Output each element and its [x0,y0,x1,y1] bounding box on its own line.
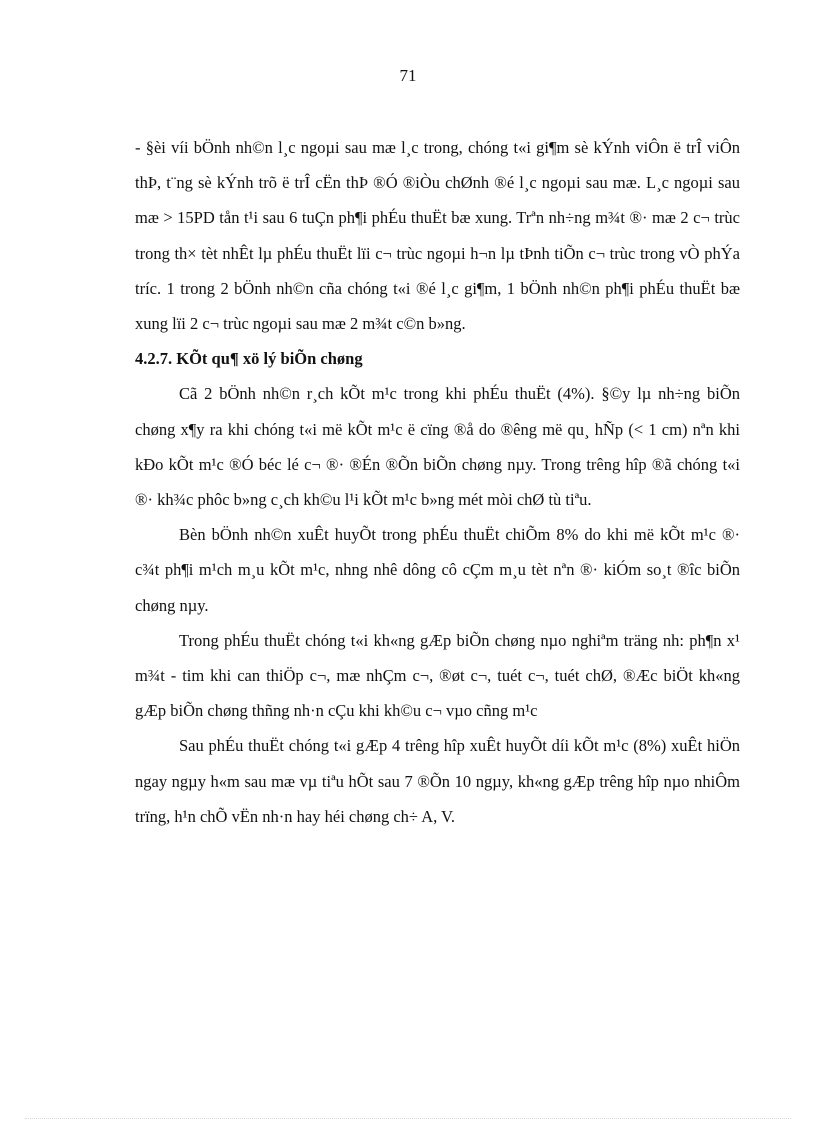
paragraph-postop-hemorrhage: Sau phÉu thuËt chóng t«i gÆp 4 trêng hîp xuÊt huyÕt díi kÕt m¹c (8%) xuÊt hiÖn ngay ngµy h«m sau mæ vµ tiªu hÕt sau 7 ®Õn 10 ngµy, kh«ng gÆp trêng hîp nµo nhiÔm trïng, h¹n chÕ vËn nh·n hay héi chøng ch÷ A, V. [135,736,740,826]
page-bottom-divider [25,1118,791,1119]
paragraph-intraop-bleeding: Bèn bÖnh nh©n xuÊt huyÕt trong phÉu thuËt chiÕm 8% do khi më kÕt m¹c ®· c¾t ph¶i m¹ch m¸u kÕt m¹c, nhng nhê dông cô cÇm m¸u tèt nªn ®· kiÓm so¸t ®îc biÕn chøng nµy. [135,525,740,615]
paragraph-no-serious-complications: Trong phÉu thuËt chóng t«i kh«ng gÆp biÕn chøng nµo nghiªm träng nh: ph¶n x¹ m¾t - tim khi can thiÖp c¬, mæ nhÇm c¬, ®øt c¬, tuét c¬, tuét chØ, ®Æc biÖt kh«ng gÆp biÕn chøng thñng nh·n cÇu khi kh©u c¬ vµo cñng m¹c [135,630,740,721]
page-number: 71 [399,66,417,85]
document-body [135,130,740,834]
paragraph-exotropia-management: - §èi víi bÖnh nh©n l¸c ngoµi sau mæ l¸c trong, chóng t«i gi¶m sè kÝnh viÔn ë trÎ viÔn thÞ, t¨ng sè kÝnh trõ ë trÎ cËn thÞ ®Ó ®iÒu chØnh ®é l¸c ngoµi sau mæ. L¸c ngoµi sau mæ > 15PD tån t¹i sau 6 tuÇn ph¶i phÉu thuËt bæ xung. Trªn nh÷ng m¾t ®· mæ 2 c¬ trùc trong th× tèt nhÊt lµ phÉu thuËt lïi c¬ trùc ngoµi h¬n lµ tÞnh tiÕn c¬ trùc trong vÒ phÝa tríc. 1 trong 2 bÖnh nh©n cña chóng t«i ®é l¸c gi¶m, 1 bÖnh nh©n ph¶i phÉu thuËt bæ xung lïi 2 c¬ trùc ngoµi sau mæ 2 m¾t c©n b»ng. [135,138,740,334]
paragraph-conjunctival-tear: Cã 2 bÖnh nh©n r¸ch kÕt m¹c trong khi phÉu thuËt (4%). §©y lµ nh÷ng biÕn chøng x¶y ra khi chóng t«i më kÕt m¹c ë cïng ®å do ®êng më qu¸ hÑp (< 1 cm) nªn khi kÐo kÕt m¹c ®Ó béc lé c¬ ®· ®Én ®Õn biÕn chøng nµy. Trong trêng hîp ®ã chóng t«i ®· kh¾c phôc b»ng c¸ch kh©u l¹i kÕt m¹c b»ng mét mòi chØ tù tiªu. [135,384,740,510]
section-heading-complications: 4.2.7. KÕt qu¶ xö lý biÕn chøng [135,349,363,369]
